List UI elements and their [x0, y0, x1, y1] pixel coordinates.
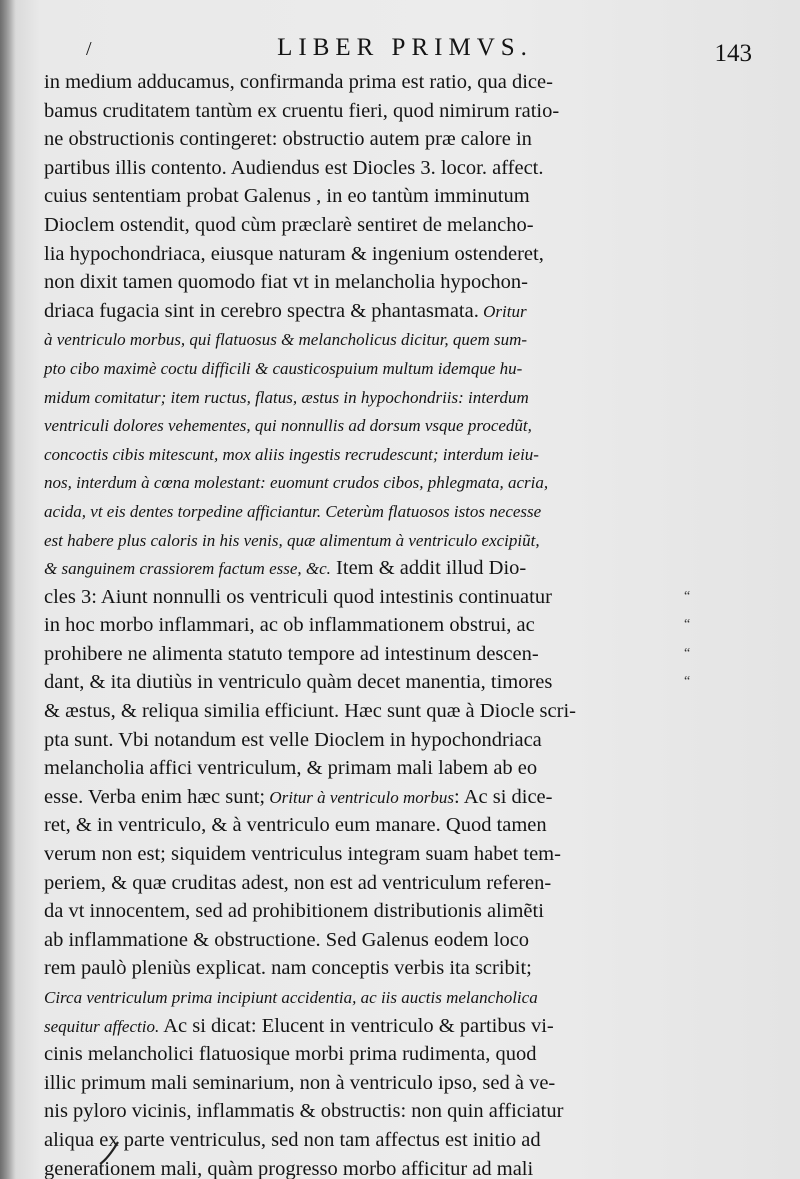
line-text: & sanguinem crassiorem factum esse, &c. — [44, 559, 331, 579]
text-line — [44, 1155, 684, 1179]
text-line — [44, 754, 684, 783]
line-text: lia hypochondriaca, eiusque naturam & ingenium ostenderet, — [44, 242, 544, 265]
text-line — [44, 211, 684, 240]
line-text: verum non est; siquidem ventriculus integram suam habet tem- — [44, 843, 561, 866]
text-line — [44, 640, 691, 669]
text-line — [44, 840, 684, 869]
text-line — [44, 154, 684, 183]
text-line — [44, 1012, 684, 1041]
line-text: est habere plus caloris in his venis, quæ alimentum à ventriculo excipiũt, — [44, 530, 540, 550]
line-text: periem, & quæ cruditas adest, non est ad ventriculum referen- — [44, 871, 552, 894]
text-line — [44, 411, 684, 440]
running-header — [50, 34, 760, 68]
text-line — [44, 1097, 684, 1126]
line-text: Dioclem ostendit, quod cùm præclarè sentiret de melancho- — [44, 213, 534, 236]
text-line — [44, 354, 684, 383]
text-line — [44, 697, 684, 726]
text-line — [44, 325, 684, 354]
text-line — [44, 954, 684, 983]
line-text: da vt innocentem, sed ad prohibitionem distributionis alimẽti — [44, 900, 544, 923]
line-text: melancholia affici ventriculum, & primam mali labem ab eo — [44, 757, 538, 780]
text-line — [44, 726, 684, 755]
page-number: 143 — [714, 40, 752, 67]
line-text: nis pyloro vicinis, inflammatis & obstructis: non quin afficiatur — [44, 1100, 564, 1123]
line-text: Circa ventriculum prima incipiunt accidentia, ac iis auctis melancholica — [44, 988, 538, 1007]
line-text: dant, & ita diutiùs in ventriculo quàm decet manentia, timores — [44, 671, 553, 694]
text-line — [44, 554, 684, 583]
text-line — [44, 926, 684, 955]
line-text: driaca fugacia sint in cerebro spectra & phantasmata. — [44, 299, 479, 322]
quote-mark-icon: “ — [684, 588, 691, 604]
text-line — [44, 897, 684, 926]
line-text: ne obstructionis contingeret: obstructio autem præ calore in — [44, 128, 532, 151]
body-text — [44, 68, 691, 1179]
line-italic-tail: Oritur à ventriculo morbus — [265, 787, 454, 807]
text-line — [44, 297, 684, 326]
text-line — [44, 125, 684, 154]
line-text: cuius sententiam probat Galenus , in eo tantùm imminutum — [44, 185, 530, 208]
header-mark: / — [86, 38, 92, 60]
line-text: midum comitatur; item ructus, flatus, æstus in hypochondriis: interdum — [44, 387, 529, 407]
text-line — [44, 497, 684, 526]
line-text: nos, interdum à cœna molestant: euomunt crudos cibos, phlegmata, acria, — [44, 473, 549, 493]
text-line — [44, 668, 691, 697]
gutter-shadow — [0, 0, 16, 1179]
line-text: rem paulò pleniùs explicat. nam conceptis verbis ita scribit; — [44, 957, 532, 980]
text-line — [44, 526, 684, 555]
line-text: in medium adducamus, confirmanda prima est ratio, qua dice- — [44, 71, 553, 93]
line-text: & æstus, & reliqua similia efficiunt. Hæc sunt quæ à Diocle scri- — [44, 700, 576, 723]
text-line — [44, 68, 684, 97]
line-text: non dixit tamen quomodo fiat vt in melancholia hypochon- — [44, 271, 528, 294]
line-text: sequitur affectio. — [44, 1016, 160, 1036]
text-line — [44, 1040, 684, 1069]
quote-mark-icon: “ — [684, 617, 691, 633]
line-text: partibus illis contento. Audiendus est Diocles 3. locor. affect. — [44, 156, 544, 179]
text-line — [44, 440, 684, 469]
line-italic-tail: Oritur — [478, 301, 527, 321]
line-text: à ventriculo morbus, qui flatuosus & melancholicus dicitur, quem sum- — [44, 330, 528, 350]
line-text: ab inflammatione & obstructione. Sed Galenus eodem loco — [44, 928, 530, 951]
text-line — [44, 240, 684, 269]
line-text: pto cibo maximè coctu difficili & causticospuium multum idemque hu- — [44, 358, 523, 378]
quote-mark-icon: “ — [684, 674, 691, 690]
line-text: prohibere ne alimenta statuto tempore ad intestinum descen- — [44, 642, 539, 665]
text-line — [44, 611, 691, 640]
running-title: LIBER PRIMVS. — [277, 34, 533, 61]
line-roman-tail: Ac si dicat: Elucent in ventriculo & partibus vi- — [159, 1014, 554, 1037]
text-line — [44, 811, 684, 840]
line-text: in hoc morbo inflammari, ac ob inflammationem obstrui, ac — [44, 614, 535, 637]
line-text: generationem mali, quàm progresso morbo afficitur ad mali — [44, 1157, 534, 1179]
line-text: cles 3: Aiunt nonnulli os ventriculi quod intestinis continuatur — [44, 585, 552, 608]
line-text: concoctis cibis mitescunt, mox aliis ingestis recrudescunt; interdum ieiu- — [44, 444, 539, 464]
line-text: illic primum mali seminarium, non à ventriculo ipso, sed à ve- — [44, 1071, 556, 1094]
text-line — [44, 983, 684, 1012]
text-line — [44, 468, 684, 497]
line-text: ventriculi dolores vehementes, qui nonnullis ad dorsum vsque procedũt, — [44, 416, 532, 436]
ink-stroke-icon — [98, 1140, 120, 1166]
quote-mark-icon: “ — [684, 645, 691, 661]
text-line — [44, 583, 691, 612]
line-text: acida, vt eis dentes torpedine afficiantur. Ceterùm flatuosos istos necesse — [44, 501, 542, 521]
line-text: ret, & in ventriculo, & à ventriculo eum manare. Quod tamen — [44, 814, 547, 837]
line-roman-tail: : Ac si dice- — [454, 785, 553, 808]
line-roman-tail: Item & addit illud Dio- — [330, 557, 527, 580]
text-line — [44, 97, 684, 126]
line-text: bamus cruditatem tantùm ex cruentu fieri, quod nimirum ratio- — [44, 99, 560, 122]
text-line — [44, 268, 684, 297]
line-text: aliqua ex parte ventriculus, sed non tam affectus est initio ad — [44, 1128, 541, 1151]
text-line — [44, 182, 684, 211]
text-line — [44, 383, 684, 412]
text-line — [44, 1069, 684, 1098]
line-text: esse. Verba enim hæc sunt; — [44, 785, 266, 808]
line-text: pta sunt. Vbi notandum est velle Dioclem in hypochondriaca — [44, 728, 542, 751]
text-line — [44, 1126, 684, 1155]
line-text: cinis melancholici flatuosique morbi prima rudimenta, quod — [44, 1043, 537, 1066]
text-line — [44, 869, 684, 898]
text-line — [44, 783, 684, 812]
